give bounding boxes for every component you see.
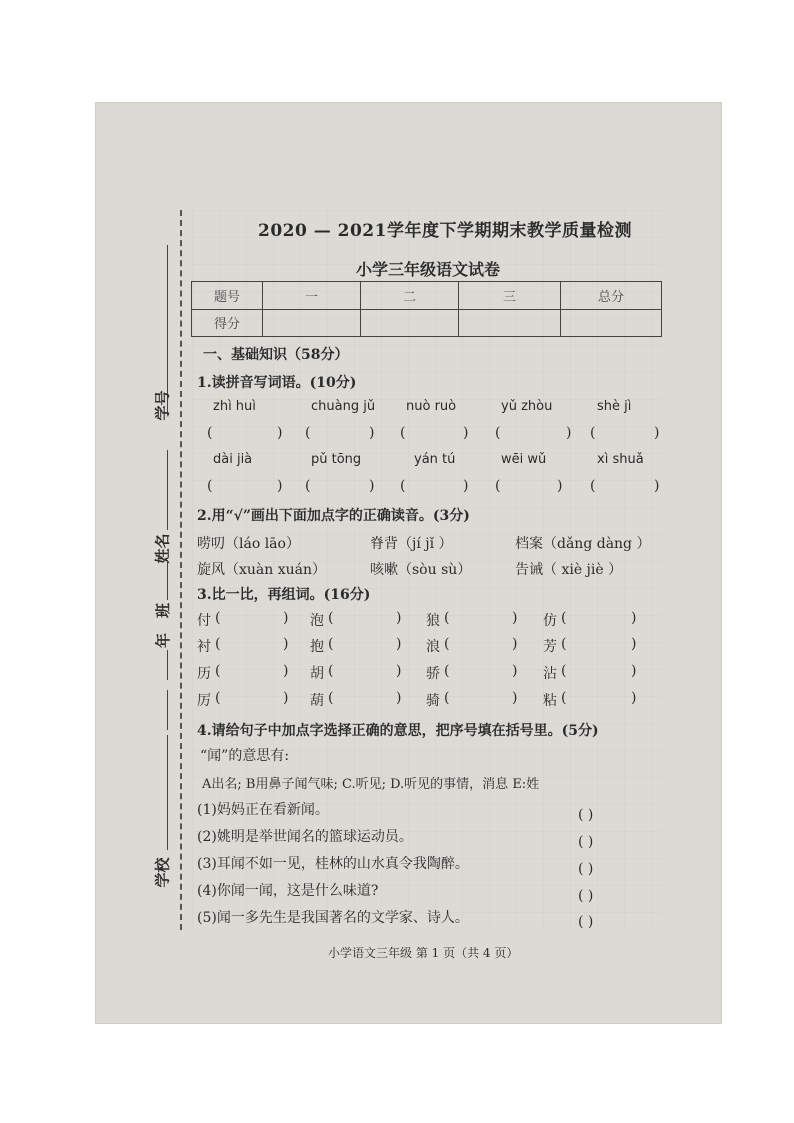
reading-choice[interactable]: 档案（dǎng dàng ）: [515, 536, 651, 552]
answer-blank-close: ): [463, 425, 469, 441]
answer-blank-close: ): [277, 478, 283, 494]
word-blank-open[interactable]: (: [328, 636, 334, 652]
question-title: 3.比一比，再组词。(16分): [197, 587, 371, 603]
answer-blank-close: ): [463, 478, 469, 494]
answer-blank-close: ): [654, 478, 660, 494]
section-heading: 一、基础知识（58分）: [203, 347, 349, 363]
answer-blank-open[interactable]: (: [305, 425, 311, 441]
reading-choice[interactable]: 咳嗽（sòu sù）: [370, 562, 472, 578]
word-blank-close: ): [396, 636, 402, 652]
compare-char: 骄: [426, 666, 440, 682]
score-cell: 一: [263, 282, 361, 310]
answer-blank[interactable]: ( ): [578, 861, 594, 877]
score-input-cell[interactable]: [459, 309, 561, 337]
name-line: [167, 450, 168, 530]
reading-choice[interactable]: 告诫（ xiè jiè ）: [515, 562, 623, 578]
answer-blank-open[interactable]: (: [400, 425, 406, 441]
word-blank-close: ): [283, 636, 289, 652]
question-title: 2.用“√”画出下面加点字的正确读音。(3分): [197, 508, 470, 524]
answer-blank-close: ): [369, 478, 375, 494]
answer-blank-open[interactable]: (: [590, 425, 596, 441]
compare-char: 历: [197, 666, 211, 682]
answer-blank-close: ): [654, 425, 660, 441]
answer-blank[interactable]: ( ): [578, 807, 594, 823]
compare-char: 付: [197, 613, 211, 629]
score-table: [191, 281, 662, 337]
pinyin: nuò ruò: [406, 399, 457, 414]
word-blank-close: ): [631, 690, 637, 706]
answer-blank-close: ): [566, 425, 572, 441]
sentence-item: (5)闻一多先生是我国著名的文学家、诗人。: [197, 910, 469, 926]
word-blank-close: ): [512, 610, 518, 626]
word-blank-open[interactable]: (: [328, 690, 334, 706]
pinyin: shè jì: [597, 399, 632, 414]
word-blank-open[interactable]: (: [561, 636, 567, 652]
meaning-options: A出名; B用鼻子闻气味; C.听见; D.听见的事情，消息 E:姓: [202, 777, 540, 792]
reading-choice[interactable]: 唠叨（láo lāo）: [197, 536, 300, 552]
answer-blank-close: ): [557, 478, 563, 494]
grade-line: [167, 690, 168, 730]
score-input-cell[interactable]: [263, 309, 361, 337]
score-table-header-row: [192, 282, 662, 310]
page-footer: 小学语文三年级 第 1 页（共 4 页）: [328, 946, 519, 960]
compare-char: 芳: [543, 639, 557, 655]
answer-blank-close: ): [369, 425, 375, 441]
answer-blank[interactable]: ( ): [578, 834, 594, 850]
word-blank-open[interactable]: (: [328, 663, 334, 679]
sentence-item: (4)你闻一闻，这是什么味道?: [197, 883, 379, 899]
compare-char: 衬: [197, 639, 211, 655]
word-blank-open[interactable]: (: [444, 636, 450, 652]
pinyin: yán tú: [414, 452, 456, 467]
question-title: 4.请给句子中加点字选择正确的意思，把序号填在括号里。(5分): [197, 723, 599, 739]
reading-choice[interactable]: 脊背（jí jǐ ）: [370, 536, 453, 552]
word-blank-open[interactable]: (: [444, 610, 450, 626]
sentence-item: (1)妈妈正在看新闻。: [197, 802, 329, 818]
class-line: [167, 560, 168, 600]
word-blank-close: ): [283, 663, 289, 679]
meaning-intro: “闻”的意思有:: [200, 748, 290, 764]
word-blank-close: ): [512, 690, 518, 706]
answer-blank[interactable]: ( ): [578, 914, 594, 930]
compare-char: 仿: [543, 613, 557, 629]
compare-char: 泡: [310, 613, 324, 629]
word-blank-open[interactable]: (: [215, 636, 221, 652]
word-blank-close: ): [631, 636, 637, 652]
school-line: [167, 735, 168, 850]
answer-blank-open[interactable]: (: [495, 478, 501, 494]
compare-char: 抱: [310, 639, 324, 655]
compare-char: 沾: [543, 666, 557, 682]
school-label: 学校: [153, 857, 172, 888]
compare-char: 葫: [310, 693, 324, 709]
score-cell: 二: [361, 282, 459, 310]
sentence-item: (2)姚明是举世闻名的篮球运动员。: [197, 829, 413, 845]
answer-blank-open[interactable]: (: [305, 478, 311, 494]
score-cell: 总分: [561, 282, 662, 310]
compare-char: 厉: [197, 693, 211, 709]
answer-blank-open[interactable]: (: [207, 478, 213, 494]
reading-choice[interactable]: 旋风（xuàn xuán）: [197, 562, 327, 578]
compare-char: 粘: [543, 693, 557, 709]
score-cell: 得分: [192, 309, 263, 337]
grade-label: 年: [154, 632, 173, 649]
word-blank-close: ): [396, 610, 402, 626]
compare-char: 狼: [426, 613, 440, 629]
exam-title: 2020 — 2021学年度下学期期末教学质量检测: [258, 221, 632, 241]
exam-subtitle: 小学三年级语文试卷: [356, 260, 501, 279]
word-blank-open[interactable]: (: [561, 610, 567, 626]
pinyin: yǔ zhòu: [501, 399, 553, 414]
pinyin: zhì huì: [213, 399, 256, 414]
word-blank-close: ): [631, 663, 637, 679]
answer-blank-open[interactable]: (: [207, 425, 213, 441]
word-blank-open[interactable]: (: [444, 663, 450, 679]
word-blank-close: ): [396, 690, 402, 706]
question-title: 1.读拼音写词语。(10分): [197, 375, 357, 391]
sentence-item: (3)耳闻不如一见，桂林的山水真令我陶醉。: [197, 856, 469, 872]
name-label: 姓名: [153, 533, 172, 564]
score-table-score-row: [192, 309, 662, 337]
word-blank-open[interactable]: (: [561, 663, 567, 679]
pinyin: chuàng jǔ: [311, 399, 376, 414]
word-blank-open[interactable]: (: [215, 690, 221, 706]
word-blank-open[interactable]: (: [215, 663, 221, 679]
pinyin: xì shuǎ: [597, 452, 644, 467]
compare-char: 骑: [426, 693, 440, 709]
answer-blank[interactable]: ( ): [578, 888, 594, 904]
word-blank-open[interactable]: (: [215, 610, 221, 626]
class-label: 班: [154, 602, 173, 619]
word-blank-close: ): [512, 636, 518, 652]
compare-char: 胡: [310, 666, 324, 682]
student-no-label: 学号: [153, 390, 172, 421]
word-blank-open[interactable]: (: [561, 690, 567, 706]
answer-blank-open[interactable]: (: [590, 478, 596, 494]
answer-blank-open[interactable]: (: [400, 478, 406, 494]
word-blank-close: ): [631, 610, 637, 626]
binding-dashed-line: [180, 210, 182, 930]
word-blank-close: ): [512, 663, 518, 679]
pinyin: wēi wǔ: [501, 452, 547, 467]
pinyin: pǔ tōng: [311, 452, 362, 467]
score-input-cell[interactable]: [361, 309, 459, 337]
answer-blank-close: ): [277, 425, 283, 441]
score-cell: 三: [459, 282, 561, 310]
score-input-cell[interactable]: [561, 309, 662, 337]
word-blank-close: ): [283, 690, 289, 706]
pinyin: dài jià: [213, 452, 253, 467]
word-blank-close: ): [396, 663, 402, 679]
score-cell: 题号: [192, 282, 263, 310]
word-blank-open[interactable]: (: [444, 690, 450, 706]
compare-char: 浪: [426, 639, 440, 655]
answer-blank-open[interactable]: (: [495, 425, 501, 441]
grade-line-top: [167, 650, 168, 680]
word-blank-open[interactable]: (: [328, 610, 334, 626]
word-blank-close: ): [283, 610, 289, 626]
